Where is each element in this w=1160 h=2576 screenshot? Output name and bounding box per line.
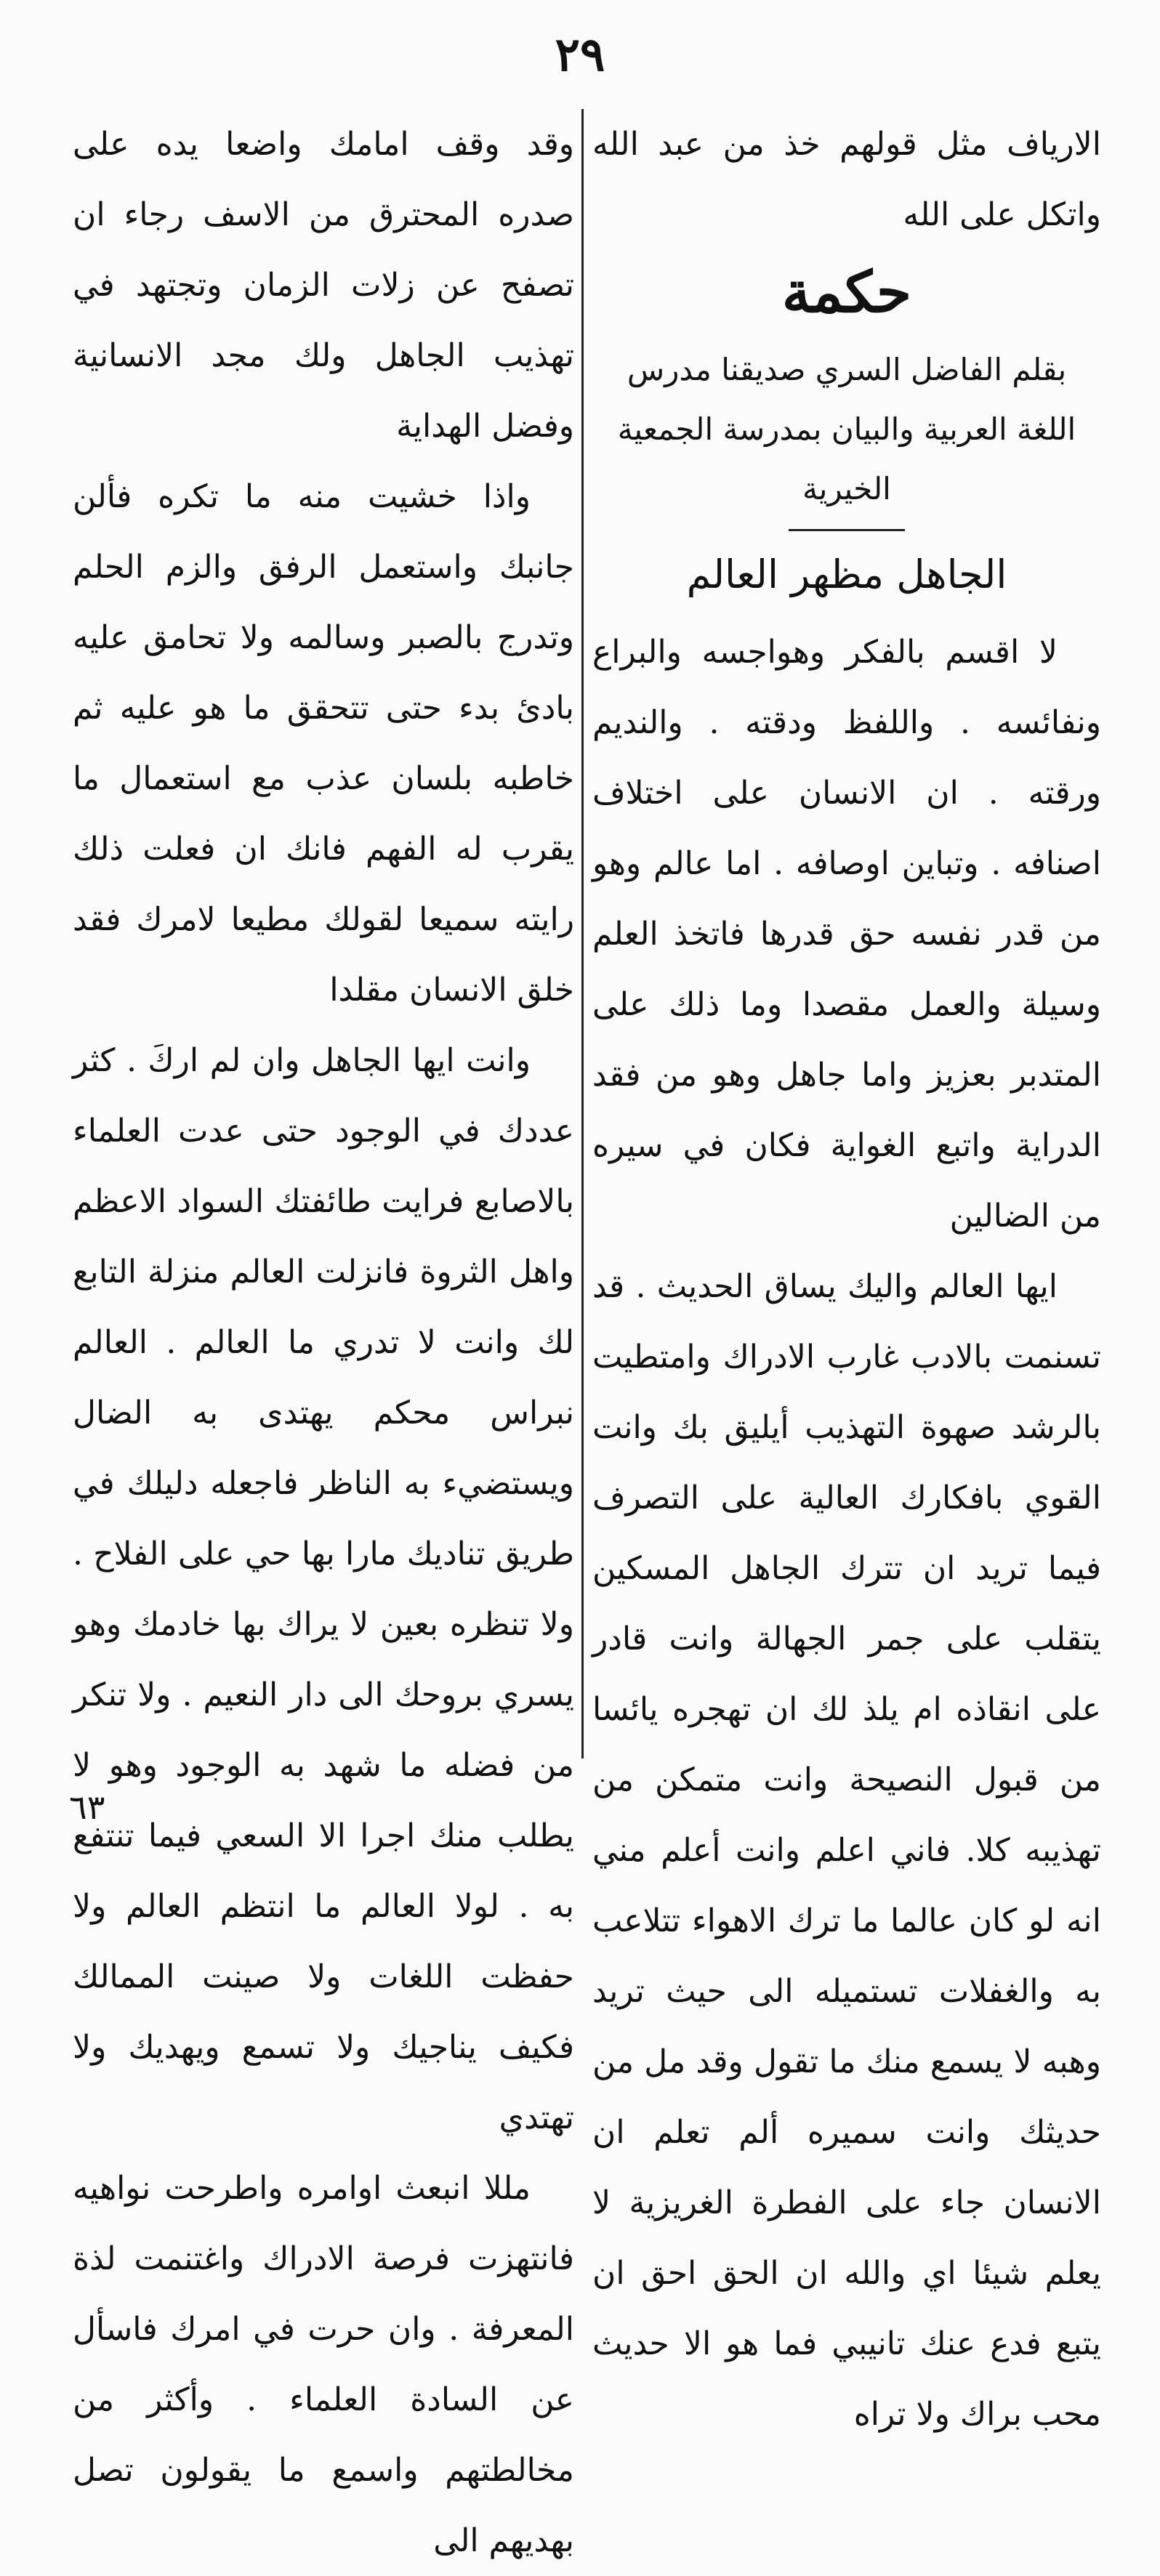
paragraph: وقد وقف امامك واضعا يده على صدره المحترق من الاسف رجاء ان تصفح عن زلات الزمان وتجتهد في تهذيب الجاهل ولك مجد الانسانية وفضل الهداية bbox=[73, 126, 574, 445]
page-number: ٢٩ bbox=[555, 28, 605, 82]
paragraph: مللا انبعث اوامره واطرحت نواهيه فانتهزت فرصة الادراك واغتنمت لذة المعرفة . وان حرت في امرك فاسأل عن السادة العلماء . وأكثر من مخالطتهم واسمع ما يقولون تصل بهديهم الى bbox=[73, 2170, 574, 2559]
opening-line: الارياف مثل قولهم خذ من عبد الله واتكل على الله bbox=[592, 126, 1101, 233]
article-subtitle: الجاهل مظهر العالم bbox=[686, 552, 1007, 597]
right-column bbox=[592, 109, 1101, 2433]
paragraph: ايها العالم واليك يساق الحديث . قد تسنمت بالادب غارب الادراك وامتطيت بالرشد صهوة التهذيب أيليق بك وانت القوي بافكارك العالية على التصرف فيما تريد ان تترك الجاهل المسكين يتقلب على جمر الجهالة وانت قادر على انقاذه ام يلذ لك ان تهجره يائسا من قبول النصيحة وانت متمكن من تهذيبه كلا. فاني اعلم وانت أعلم مني انه لو كان عالما ما ترك الاهواء تتلاعب به والغفلات تستميله الى حيث تريد وهبه لا يسمع منك ما تقول وقد مل من حديثك وانت سميره ألم تعلم ان الانسان جاء على الفطرة الغريزية لا يعلم شيئا اي والله ان الحق احق ان يتبع فدع عنك تانيبي فما هو الا حديث محب براك ولا تراه bbox=[592, 1268, 1101, 2433]
paragraph: واذا خشيت منه ما تكره فألن جانبك واستعمل الرفق والزم الحلم وتدرج بالصبر وسالمه ولا تحامق عليه بادئ بدء حتى تتحقق ما هو عليه ثم خاطبه بلسان عذب مع استعمال ما يقرب له الفهم فانك ان فعلت ذلك رايته سميعا لقولك مطيعا لامرك فقد خلق الانسان مقلدا bbox=[73, 478, 574, 1009]
section-rule bbox=[789, 529, 905, 531]
paragraph: وانت ايها الجاهل وان لم اركَ . كثر عددك في الوجود حتى عدت العلماء بالاصابع فرايت طائفتك السواد الاعظم واهل الثروة فانزلت العالم منزلة التابع لك وانت لا تدري ما العالم . العالم نبراس محكم يهتدى به الضال ويستضيء به الناظر فاجعله دليلك في طريق تناديك مارا بها حي على الفلاح . ولا تنظره بعين لا يراك بها خادمك وهو يسري بروحك الى دار النعيم . ولا تنكر من فضله ما شهد به الوجود وهو لا يطلب منك اجرا الا السعي فيما تنتفع به . لولا العالم ما انتظم العالم ولا حفظت اللغات ولا صينت الممالك فكيف يناجيك ولا تسمع ويهديك ولا تهتدي bbox=[73, 1042, 574, 2136]
byline-line-2: اللغة العربية والبيان بمدرسة الجمعية الخيرية bbox=[617, 411, 1076, 506]
footer-number: ٦٣ bbox=[69, 1788, 105, 1827]
byline-line-1: بقلم الفاضل السري صديقنا مدرس bbox=[627, 352, 1067, 387]
article-title: حكمة bbox=[781, 259, 912, 326]
column-divider bbox=[581, 109, 584, 1759]
paragraph: لا اقسم بالفكر وهواجسه والبراع ونفائسه . واللفظ ودقته . والنديم ورقته . ان الانسان على اختلاف اصنافه . وتباين اوصافه . اما عالم وهو من قدر نفسه حق قدرها فاتخذ العلم وسيلة والعمل مقصدا وما ذلك على المتدبر بعزيز واما جاهل وهو من فقد الدراية واتبع الغواية فكان في سيره من الضالين bbox=[592, 634, 1101, 1235]
